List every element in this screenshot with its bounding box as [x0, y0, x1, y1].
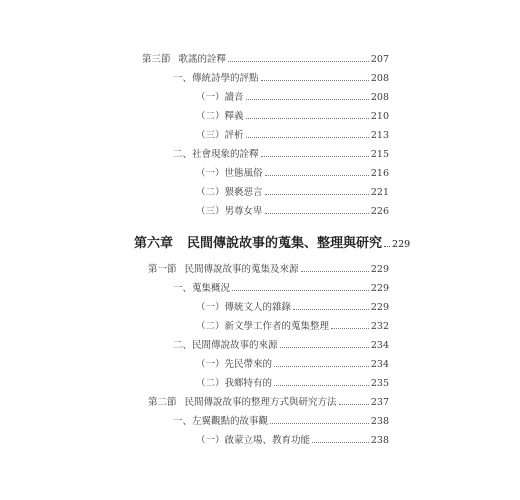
toc-entry-page: 229 [370, 264, 389, 275]
toc-entry-title: 評析 [224, 130, 244, 141]
dot-leader [301, 271, 369, 272]
toc-item [196, 435, 389, 447]
toc-entry-label: （一） [196, 168, 225, 179]
toc-subsection-1 [173, 416, 389, 428]
toc-entry-label: 第一節 [148, 264, 177, 275]
toc-entry-title: 傳統詩學的評點 [192, 73, 259, 84]
toc-entry-label: （一） [196, 359, 225, 370]
dot-leader [228, 61, 369, 62]
toc-entry-title: 我鄉特有的 [224, 378, 273, 389]
toc-item [196, 359, 389, 371]
dot-leader [339, 404, 369, 405]
toc-entry-page: 229 [370, 302, 389, 313]
toc-entry-title: 左翼觀點的故事觀 [192, 416, 269, 427]
toc-section-3 [142, 54, 389, 66]
toc-entry-title: 蒐集概況 [192, 283, 231, 294]
dot-leader [246, 137, 369, 138]
toc-entry-label: 一、 [173, 73, 193, 84]
chapter-label: 第六章 [134, 236, 174, 251]
toc-entry-title: 讀音 [224, 92, 244, 103]
toc-item [196, 206, 389, 218]
toc-entry-page: 238 [370, 416, 389, 427]
toc-section-2 [148, 397, 389, 409]
toc-entry-page: 210 [370, 111, 389, 122]
toc-subsection-2 [173, 340, 389, 352]
toc-entry-label: （一） [196, 435, 225, 446]
toc-entry-page: 221 [370, 187, 389, 198]
toc-entry-page: 215 [370, 149, 389, 160]
toc-entry-label: 第三節 [142, 54, 171, 65]
toc-entry-page: 234 [370, 340, 389, 351]
dot-leader [280, 347, 369, 348]
toc-item [196, 378, 389, 390]
toc-entry-title: 民間傳說故事的來源 [192, 340, 278, 351]
toc-entry-page: 213 [370, 130, 389, 141]
dot-leader [265, 194, 369, 195]
toc-subsection-1 [173, 73, 389, 85]
toc-entry-title: 新文學工作者的蒐集整理 [224, 321, 330, 332]
dot-leader [261, 156, 369, 157]
toc-entry-page: 208 [370, 73, 389, 84]
dot-leader [274, 366, 369, 367]
toc-item [196, 168, 389, 180]
toc-entry-label: （二） [196, 378, 225, 389]
toc-item [196, 302, 389, 314]
toc-entry-label: （二） [196, 187, 225, 198]
toc-entry-page: 207 [370, 54, 389, 65]
dot-leader [246, 99, 369, 100]
toc-entry-page: 234 [370, 359, 389, 370]
toc-subsection-2 [173, 149, 389, 161]
toc-entry-title: 猥褻惡言 [224, 187, 263, 198]
dot-leader [270, 423, 369, 424]
dot-leader [261, 80, 369, 81]
dot-leader [265, 213, 369, 214]
toc-entry-label: （二） [196, 111, 225, 122]
toc-item [196, 187, 389, 199]
toc-entry-title: 釋義 [224, 111, 244, 122]
dot-leader [293, 309, 369, 310]
toc-item [196, 92, 389, 104]
toc-entry-label: 二、 [173, 340, 193, 351]
toc-entry-title: 民間傳說故事的蒐集及來源 [184, 264, 299, 275]
toc-entry-page: 232 [370, 321, 389, 332]
toc-entry-label: （二） [196, 321, 225, 332]
toc-subsection-1 [173, 283, 389, 295]
toc-entry-page: 208 [370, 92, 389, 103]
toc-entry-page: 229 [370, 283, 389, 294]
toc-entry-title: 男尊女卑 [224, 206, 263, 217]
toc-entry-label: （三） [196, 130, 225, 141]
dot-leader [246, 118, 369, 119]
toc-entry-title: 傳統文人的雜錄 [224, 302, 292, 313]
toc-entry-page: 226 [370, 206, 389, 217]
toc-item [196, 321, 389, 333]
toc-entry-page: 235 [370, 378, 389, 389]
toc-entry-label: 第二節 [148, 397, 177, 408]
toc-section-1 [148, 264, 389, 276]
chapter-title: 民間傳說故事的蒐集、整理與研究 [187, 236, 383, 251]
toc-entry-title: 歌謠的詮釋 [178, 54, 227, 65]
toc-entry-label: （三） [196, 206, 225, 217]
toc-item [196, 130, 389, 142]
toc-entry-label: 二、 [173, 149, 193, 160]
toc-entry-page: 216 [370, 168, 389, 179]
toc-entry-title: 民間傳說故事的整理方式與研究方法 [184, 397, 337, 408]
toc-entry-label: 一、 [173, 416, 193, 427]
toc-entry-page: 229 [392, 239, 411, 250]
toc-entry-title: 啟蒙立場、教育功能 [224, 435, 311, 446]
dot-leader [274, 385, 369, 386]
toc-entry-page: 238 [370, 435, 389, 446]
toc-item [196, 111, 389, 123]
dot-leader [232, 290, 369, 291]
toc-entry-title: 世態風俗 [224, 168, 263, 179]
toc-chapter-6 [134, 236, 411, 253]
dot-leader [312, 442, 369, 443]
toc-entry-label: （一） [196, 302, 225, 313]
dot-leader [331, 328, 369, 329]
toc-entry-title: 社會現象的詮釋 [192, 149, 259, 160]
dot-leader [265, 175, 369, 176]
toc-entry-label: （一） [196, 92, 225, 103]
toc-entry-title: 先民帶來的 [224, 359, 273, 370]
toc-entry-label: 一、 [173, 283, 193, 294]
dot-leader [384, 246, 390, 247]
toc-entry-page: 237 [370, 397, 389, 408]
